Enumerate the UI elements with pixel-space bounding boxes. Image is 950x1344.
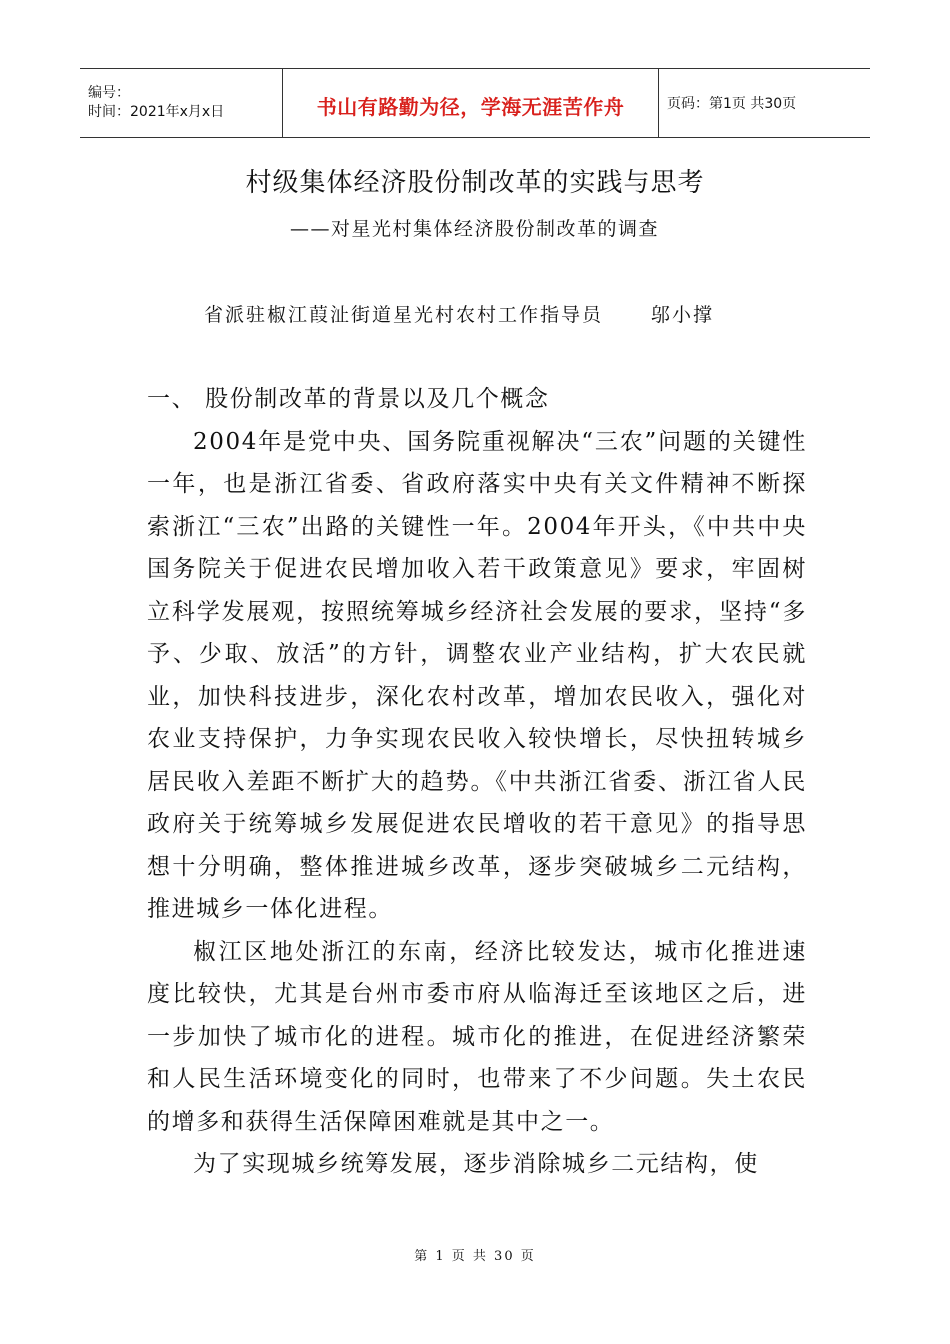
author-line bbox=[204, 300, 714, 327]
document-body bbox=[147, 378, 807, 1186]
page-info: 页码：第1页 共30页 bbox=[667, 96, 797, 112]
header-right-cell bbox=[659, 69, 870, 137]
page-footer: 第 1 页 共 30 页 bbox=[414, 1249, 536, 1264]
header-left-cell bbox=[80, 69, 283, 137]
paragraph-2: 椒江区地处浙江的东南，经济比较发达，城市化推进速度比较快，尤其是台州市委市府从临海迁至该地区之后，进一步加快了城市化的进程。城市化的推进，在促进经济繁荣和人民生活环境变化的同时，也带来了不少问题。失土农民的增多和获得生活保障困难就是其中之一。 bbox=[147, 938, 807, 1135]
document-date: 时间：2021年x月x日 bbox=[88, 104, 225, 120]
document-title: 村级集体经济股份制改革的实践与思考 bbox=[245, 168, 705, 198]
paragraph-1: 2004年是党中央、国务院重视解决“三农”问题的关键性一年，也是浙江省委、省政府落实中央有关文件精神不断探索浙江“三农”出路的关键性一年。2004年开头，《中共中央国务院关于促进农民增加收入若干政策意见》要求，牢固树立科学发展观，按照统筹城乡经济社会发展的要求，坚持“多予、少取、放活”的方针，调整农业产业结构，扩大农民就业，加快科技进步，深化农村改革，增加农民收入，强化对农业支持保护，力争实现农民收入较快增长，尽快扭转城乡居民收入差距不断扩大的趋势。《中共浙江省委、浙江省人民政府关于统筹城乡发展促进农民增收的若干意见》的指导思想十分明确，整体推进城乡改革，逐步突破城乡二元结构，推进城乡一体化进程。 bbox=[147, 428, 807, 922]
document-subtitle: ——对星光村集体经济股份制改革的调查 bbox=[290, 218, 660, 240]
header-middle-cell bbox=[283, 69, 659, 137]
author-role: 省派驻椒江葭沚街道星光村农村工作指导员 bbox=[204, 304, 604, 326]
document-number-label: 编号： bbox=[88, 85, 130, 101]
motto: 书山有路勤为径，学海无涯苦作舟 bbox=[316, 94, 625, 119]
section-heading: 一、 股份制改革的背景以及几个概念 bbox=[147, 386, 550, 412]
author-name: 邬小撑 bbox=[651, 304, 715, 326]
paragraph-3: 为了实现城乡统筹发展，逐步消除城乡二元结构，使 bbox=[193, 1151, 759, 1177]
header-table bbox=[80, 68, 870, 138]
